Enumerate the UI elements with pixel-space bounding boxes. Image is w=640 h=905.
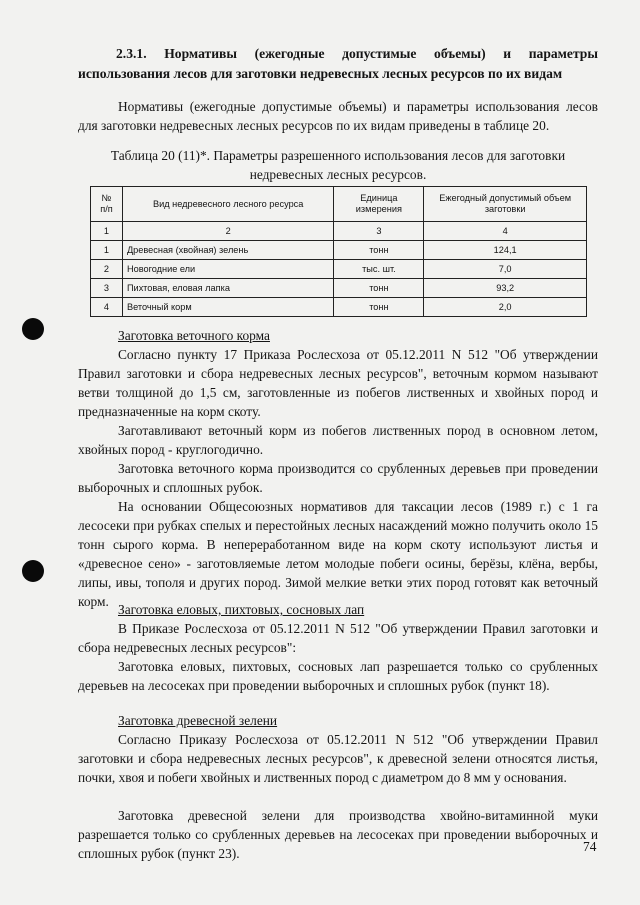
numbering-cell: 3 [334, 222, 424, 241]
row-number: 3 [91, 279, 123, 298]
header-cell-volume [424, 187, 587, 222]
header-number-text: № п/п [100, 193, 113, 214]
row-volume: 2,0 [424, 298, 587, 317]
header-cell-resource [122, 187, 334, 222]
row-unit: тыс. шт. [334, 260, 424, 279]
header-cell-number [91, 187, 123, 222]
row-resource: Веточный корм [122, 298, 334, 317]
header-resource-text: Вид недревесного лесного ресурса [153, 198, 304, 209]
section-title-wood-greens: Заготовка древесной зелени [118, 713, 278, 728]
punch-hole [22, 318, 44, 340]
table-row [91, 241, 587, 260]
branch-feed-paragraph-4: На основании Общесоюзных нормативов для таксации лесов (1989 г.) с 1 га лесосеки при рубках спелых и перестойных лесных насаждений можно получить около 15 тонн сырого корма. В непереработанном виде на корм скоту используют листья и «древесное сено» - заготовляемые летом молодые побеги осины, берёзы, клёна, вербы, липы, ивы, тополя и других пород. Зимой мелкие ветки этих пород готовят как веточный корм. [78, 499, 598, 609]
heading-line-2: использования лесов для заготовки недревесных лесных ресурсов по их видам [78, 66, 563, 81]
table-caption-line-1: Таблица 20 (11)*. Параметры разрешенного использования лесов для заготовки [110, 148, 566, 163]
row-unit: тонн [334, 298, 424, 317]
row-number: 2 [91, 260, 123, 279]
heading-line-1: 2.3.1. Нормативы (ежегодные допустимые объемы) и параметры [116, 46, 598, 61]
table-numbering-row [91, 222, 587, 241]
numbering-cell: 1 [91, 222, 123, 241]
row-number: 4 [91, 298, 123, 317]
conifer-paws-paragraph-1: В Приказе Рослесхоза от 05.12.2011 N 512 "Об утверждении Правил заготовки и сбора недревесных лесных ресурсов": [78, 621, 598, 655]
row-unit: тонн [334, 279, 424, 298]
section-heading [78, 44, 598, 84]
row-resource: Пихтовая, еловая лапка [122, 279, 334, 298]
row-resource: Древесная (хвойная) зелень [122, 241, 334, 260]
conifer-paws-paragraph-2: Заготовка еловых, пихтовых, сосновых лап разрешается только со срубленных деревьев на лесосеках при проведении выборочных и сплошных рубок (пункт 18). [78, 659, 598, 693]
section-title-conifer-paws: Заготовка еловых, пихтовых, сосновых лап [118, 602, 365, 617]
row-resource: Новогодние ели [122, 260, 334, 279]
page-number: 74 [583, 839, 597, 854]
header-cell-unit [334, 187, 424, 222]
section-title-branch-feed: Заготовка веточного корма [118, 328, 270, 343]
header-unit-text: Единица измерения [355, 193, 402, 214]
row-volume: 7,0 [424, 260, 587, 279]
punch-hole [22, 560, 44, 582]
table-row [91, 260, 587, 279]
table-caption-line-2: недревесных лесных ресурсов. [249, 167, 427, 182]
branch-feed-paragraph-3: Заготовка веточного корма производится со срубленных деревьев при проведении выборочных и сплошных рубок. [78, 461, 598, 495]
branch-feed-paragraph-1: Согласно пункту 17 Приказа Рослесхоза от 05.12.2011 N 512 "Об утверждении Правил заготовки и сбора недревесных лесных ресурсов", веточным кормом называют ветви толщиной до 1,5 см, заготовленные из побегов лиственных и хвойных пород и предназначенные на корм скоту. [78, 347, 598, 419]
wood-greens-paragraph-1: Согласно Приказу Рослесхоза от 05.12.2011 N 512 "Об утверждении Правил заготовки и сбора недревесных лесных ресурсов", к древесной зелени относятся листья, почки, хвоя и побеги хвойных и лиственных пород с диаметром до 8 мм у основания. [78, 732, 598, 785]
header-volume-text: Ежегодный допустимый объем заготовки [439, 193, 572, 214]
row-volume: 124,1 [424, 241, 587, 260]
wood-greens-paragraph-2: Заготовка древесной зелени для производства хвойно-витаминной муки разрешается только со срубленных деревьев на лесосеках при проведении выборочных и сплошных рубок (пункт 23). [78, 808, 598, 861]
row-unit: тонн [334, 241, 424, 260]
branch-feed-paragraph-2: Заготавливают веточный корм из побегов лиственных пород в основном летом, хвойных пород - круглогодично. [78, 423, 598, 457]
resources-table [90, 186, 587, 317]
table-row [91, 298, 587, 317]
row-volume: 93,2 [424, 279, 587, 298]
numbering-cell: 4 [424, 222, 587, 241]
table-row [91, 279, 587, 298]
table-caption [78, 146, 598, 184]
intro-paragraph: Нормативы (ежегодные допустимые объемы) и параметры использования лесов для заготовки недревесных лесных ресурсов по их видам приведены в таблице 20. [78, 99, 598, 133]
row-number: 1 [91, 241, 123, 260]
numbering-cell: 2 [122, 222, 334, 241]
table-header-row [91, 187, 587, 222]
